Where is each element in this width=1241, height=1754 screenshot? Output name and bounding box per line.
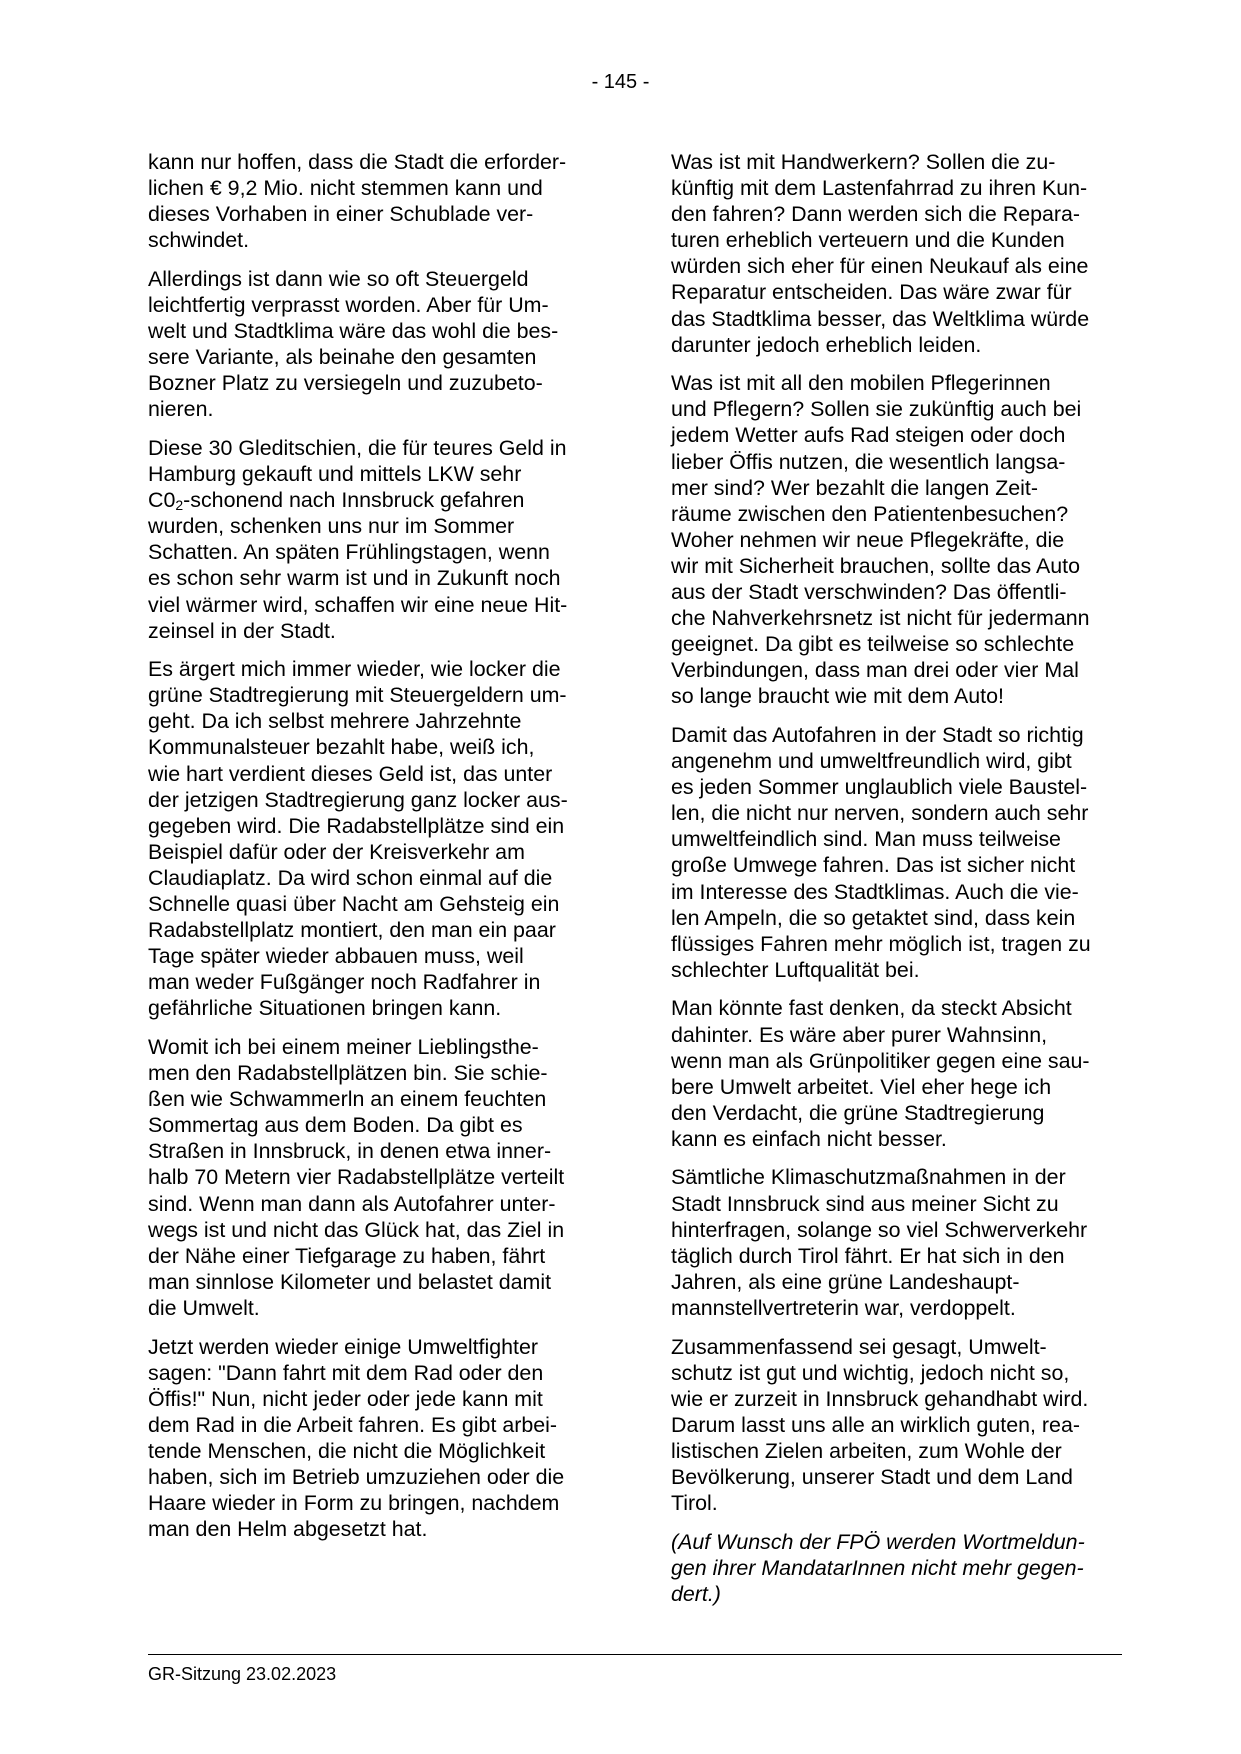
paragraph: Sämtliche Klimaschutzmaßnahmen in der Stadt Innsbruck sind aus meiner Sicht zu hinterfragen, solange so viel Schwerverkehr täglich durch Tirol fährt. Er hat sich in den Jahren, als eine grüne Landeshaupt- mannstellvertreterin war, verdoppelt.	[671, 1165, 1088, 1320]
paragraph: Womit ich bei einem meiner Lieblingsthe- men den Radabstellplätzen bin. Sie schie- ßen wie Schwammerln an einem feuchten Sommertag aus dem Boden. Da gibt es Straßen in Innsbruck, in denen etwa inner- halb 70 Metern vier Radabstellplätze verteilt sind. Wenn man dann als Autofahrer unter- wegs ist und nicht das Glück hat, das Ziel in der Nähe einer Tiefgarage zu haben, fährt man sinnlose Kilometer und belastet damit die Umwelt.	[148, 1035, 565, 1320]
paragraph-text-end: -schonend nach Innsbruck gefahren wurden, schenken uns nur im Sommer Schatten. An späten Frühlingstagen, wenn es schon sehr warm ist und in Zukunft noch viel wärmer wird, schaffen wir eine neue Hit- zeinsel in der Stadt.	[148, 488, 568, 643]
right-column	[671, 149, 1127, 1619]
paragraph: Damit das Autofahren in der Stadt so richtig angenehm und umweltfreundlich wird, gibt es jeden Sommer unglaublich viele Baustel- len, die nicht nur nerven, sondern auch sehr umweltfeindlich sind. Man muss teilweise große Umwege fahren. Das ist sicher nicht im Interesse des Stadtklimas. Auch die vie- len Ampeln, die so getaktet sind, dass kein flüssiges Fahren mehr möglich ist, tragen zu schlechter Luftqualität bei.	[671, 722, 1091, 982]
footer-divider	[148, 1654, 1122, 1655]
paragraph: Zusammenfassend sei gesagt, Umwelt- schutz ist gut und wichtig, jedoch nicht so, wie er zurzeit in Innsbruck gehandhabt wird. Darum lasst uns alle an wirklich guten, rea- listischen Zielen arbeiten, zum Wohle der Bevölkerung, unserer Stadt und dem Land Tirol.	[671, 1334, 1089, 1516]
paragraph-text-start: Diese 30 Gleditschien, die für teures Geld in Hamburg gekauft und mittels LKW sehr C0	[148, 435, 567, 513]
left-column	[148, 149, 604, 1555]
page-number: - 145 -	[591, 71, 650, 93]
paragraph: Allerdings ist dann wie so oft Steuergeld leichtfertig verprasst worden. Aber für Um- welt und Stadtklima wäre das wohl die bes- sere Variante, als beinahe den gesamten Bozner Platz zu versiegeln und zuzubeto- nieren.	[148, 266, 559, 422]
paragraph: Was ist mit all den mobilen Pflegerinnen und Pflegern? Sollen sie zukünftig auch bei jedem Wetter aufs Rad steigen oder doch lieber Öffis nutzen, die wesentlich langsa- mer sind? Wer bezahlt die langen Zeit- räume zwischen den Patientenbesuchen? Woher nehmen wir neue Pflegekräfte, die wir mit Sicherheit brauchen, sollte das Auto aus der Stadt verschwinden? Das öffentli- che Nahverkehrsnetz ist nicht für jedermann geeignet. Da gibt es teilweise so schlechte Verbindungen, dass man drei oder vier Mal so lange braucht wie mit dem Auto!	[671, 371, 1090, 709]
paragraph: kann nur hoffen, dass die Stadt die erforder- lichen € 9,2 Mio. nicht stemmen kann und dieses Vorhaben in einer Schublade ver- schwindet.	[148, 150, 567, 253]
paragraph: Es ärgert mich immer wieder, wie locker die grüne Stadtregierung mit Steuergeldern um- geht. Da ich selbst mehrere Jahrzehnte Kommunalsteuer bezahlt habe, weiß ich, wie hart verdient dieses Geld ist, das unter der jetzigen Stadtregierung ganz locker aus- gegeben wird. Die Radabstellplätze sind ein Beispiel dafür oder der Kreisverkehr am Claudiaplatz. Da wird schon einmal auf die Schnelle quasi über Nacht am Gehsteig ein Radabstellplatz montiert, den man ein paar Tage später wieder abbauen muss, weil man weder Fußgänger noch Radfahrer in gefährliche Situationen bringen kann.	[148, 657, 568, 1021]
footer-session-label: GR-Sitzung 23.02.2023	[148, 1664, 337, 1684]
paragraph: Was ist mit Handwerkern? Sollen die zu- künftig mit dem Lastenfahrrad zu ihren Kun- den fahren? Dann werden sich die Repara- turen erheblich verteuern und die Kunden würden sich eher für einen Neukauf als eine Reparatur entscheiden. Das wäre zwar für das Stadtklima besser, das Weltklima würde darunter jedoch erheblich leiden.	[671, 150, 1090, 357]
co2-subscript: 2	[175, 497, 184, 514]
editorial-note: (Auf Wunsch der FPÖ werden Wortmeldun- gen ihrer MandatarInnen nicht mehr gegen- dert.)	[671, 1529, 1085, 1606]
paragraph-gleditschien	[148, 435, 604, 644]
paragraph: Man könnte fast denken, da steckt Absicht dahinter. Es wäre aber purer Wahnsinn, wenn man als Grünpolitiker gegen eine sau- bere Umwelt arbeitet. Viel eher hege ich den Verdacht, die grüne Stadtregierung kann es einfach nicht besser.	[671, 996, 1090, 1151]
paragraph: Jetzt werden wieder einige Umweltfighter sagen: "Dann fahrt mit dem Rad oder den Öffis!" Nun, nicht jeder oder jede kann mit dem Rad in die Arbeit fahren. Es gibt arbei- tende Menschen, die nicht die Möglichkeit haben, sich im Betrieb umzuziehen oder die Haare wieder in Form zu bringen, nachdem man den Helm abgesetzt hat.	[148, 1334, 565, 1542]
